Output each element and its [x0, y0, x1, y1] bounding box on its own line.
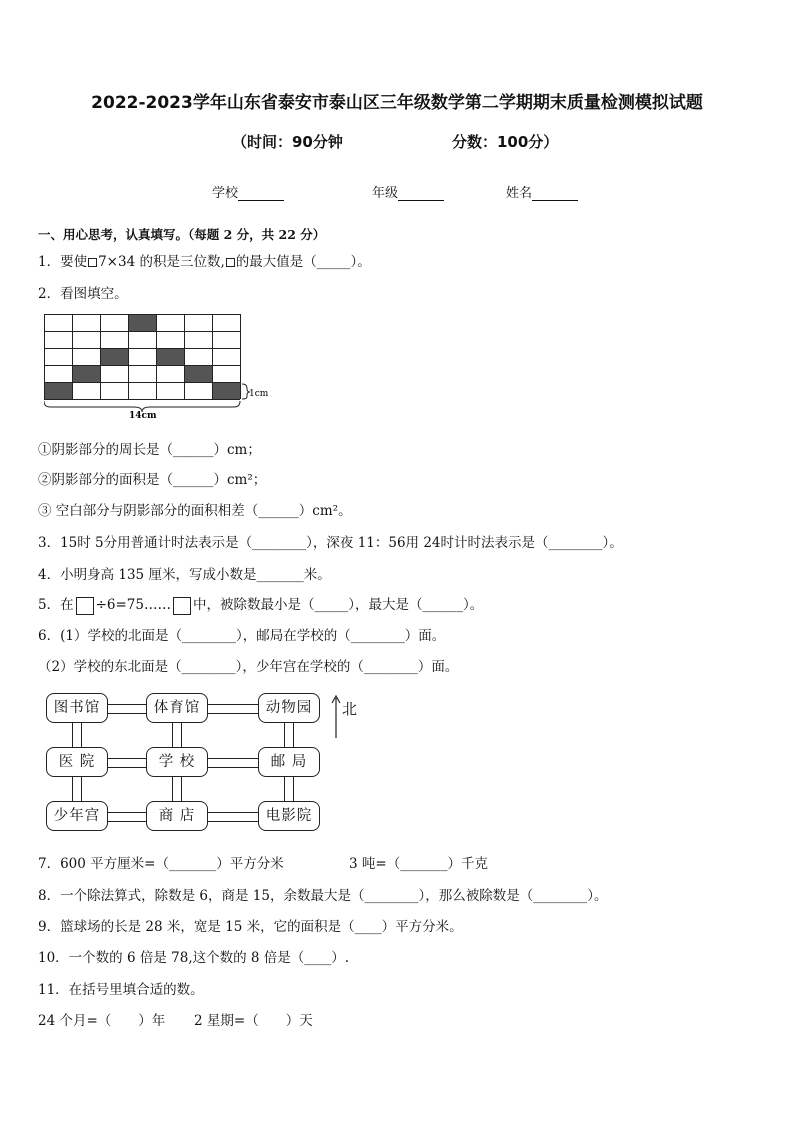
- exam-score: 分数：100分）: [452, 133, 559, 151]
- shaded-cell: [128, 314, 156, 331]
- map-node-hospital: 医 院: [46, 747, 108, 777]
- grade-field: 年级: [372, 182, 444, 201]
- school-blank[interactable]: [238, 188, 284, 201]
- shaded-cell: [72, 365, 100, 382]
- road: [172, 777, 182, 801]
- question-2-item-1: ①阴影部分的周长是（______）cm；: [38, 442, 261, 458]
- height-label: 1cm: [249, 389, 269, 399]
- map-node-post-office: 邮 局: [258, 747, 320, 777]
- question-2: 2．看图填空。: [38, 286, 128, 302]
- shaded-cell: [212, 382, 240, 399]
- question-8: 8．一个除法算式，除数是 6，商是 15，余数最大是（________），那么被除数是（________）。: [38, 888, 608, 904]
- map-node-shop: 商 店: [146, 801, 208, 831]
- name-blank[interactable]: [532, 188, 578, 201]
- question-10: 10．一个数的 6 倍是 78,这个数的 8 倍是（____）.: [38, 950, 350, 966]
- road: [208, 704, 258, 714]
- road: [72, 777, 82, 801]
- box-icon: [76, 597, 94, 615]
- question-7-part-1: 7．600 平方厘米=（_______）平方分米: [38, 856, 284, 872]
- road: [72, 723, 82, 747]
- map-node-cinema: 电影院: [258, 801, 320, 831]
- map-node-zoo: 动物园: [258, 693, 320, 723]
- grade-blank[interactable]: [398, 188, 444, 201]
- road: [284, 777, 294, 801]
- page-title: 2022-2023学年山东省泰安市泰山区三年级数学第二学期期末质量检测模拟试题: [91, 93, 703, 113]
- road: [284, 723, 294, 747]
- question-9: 9．篮球场的长是 28 米，宽是 15 米，它的面积是（____）平方分米。: [38, 919, 463, 935]
- road: [208, 758, 258, 768]
- name-field: 姓名: [506, 182, 578, 201]
- exam-time: （时间：90分钟: [232, 133, 343, 151]
- road: [172, 723, 182, 747]
- question-2-item-2: ②阴影部分的面积是（______）cm²；: [38, 472, 267, 488]
- map-node-gym: 体育馆: [146, 693, 208, 723]
- box-icon: [88, 258, 97, 267]
- question-2-item-3: ③ 空白部分与阴影部分的面积相差（______）cm²。: [38, 503, 352, 519]
- box-icon: [226, 258, 235, 267]
- map-node-school: 学 校: [146, 747, 208, 777]
- north-arrow-icon: [330, 694, 342, 740]
- school-field: 学校: [212, 182, 284, 201]
- question-11-part-1: 24 个月=（ ）年: [38, 1013, 166, 1029]
- grid-figure: [44, 314, 284, 424]
- question-11: 11．在括号里填合适的数。: [38, 982, 204, 998]
- map-node-library: 图书馆: [46, 693, 108, 723]
- road: [208, 812, 258, 822]
- question-6-line-1: 6．(1）学校的北面是（________），邮局在学校的（________）面。: [38, 628, 446, 644]
- road: [108, 704, 146, 714]
- map-node-youth-palace: 少年宫: [46, 801, 108, 831]
- shaded-cell: [184, 365, 212, 382]
- question-6-line-2: （2）学校的东北面是（________），少年宫在学校的（________）面。: [38, 659, 459, 675]
- section-title: 一、用心思考，认真填写。（每题 2 分，共 22 分）: [38, 227, 326, 242]
- shaded-cell: [100, 348, 128, 365]
- north-label: 北: [342, 700, 358, 718]
- question-3: 3．15时 5分用普通计时法表示是（________），深夜 11：56用 24时计时法表示是（________）。: [38, 535, 623, 551]
- question-5: 5．在 ÷6=75…… 中，被除数最小是（_____），最大是（______）。: [38, 597, 484, 613]
- question-1: 1．要使 7×34 的积是三位数, 的最大值是（_____）。: [38, 254, 371, 270]
- road: [108, 812, 146, 822]
- question-11-part-2: 2 星期=（ ）天: [194, 1013, 313, 1029]
- shaded-cell: [44, 382, 72, 399]
- box-icon: [173, 597, 191, 615]
- question-7-part-2: 3 吨=（_______）千克: [349, 856, 488, 872]
- shaded-cell: [156, 348, 184, 365]
- width-label: 14cm: [129, 411, 157, 421]
- question-4: 4．小明身高 135 厘米，写成小数是_______米。: [38, 567, 331, 583]
- road: [108, 758, 146, 768]
